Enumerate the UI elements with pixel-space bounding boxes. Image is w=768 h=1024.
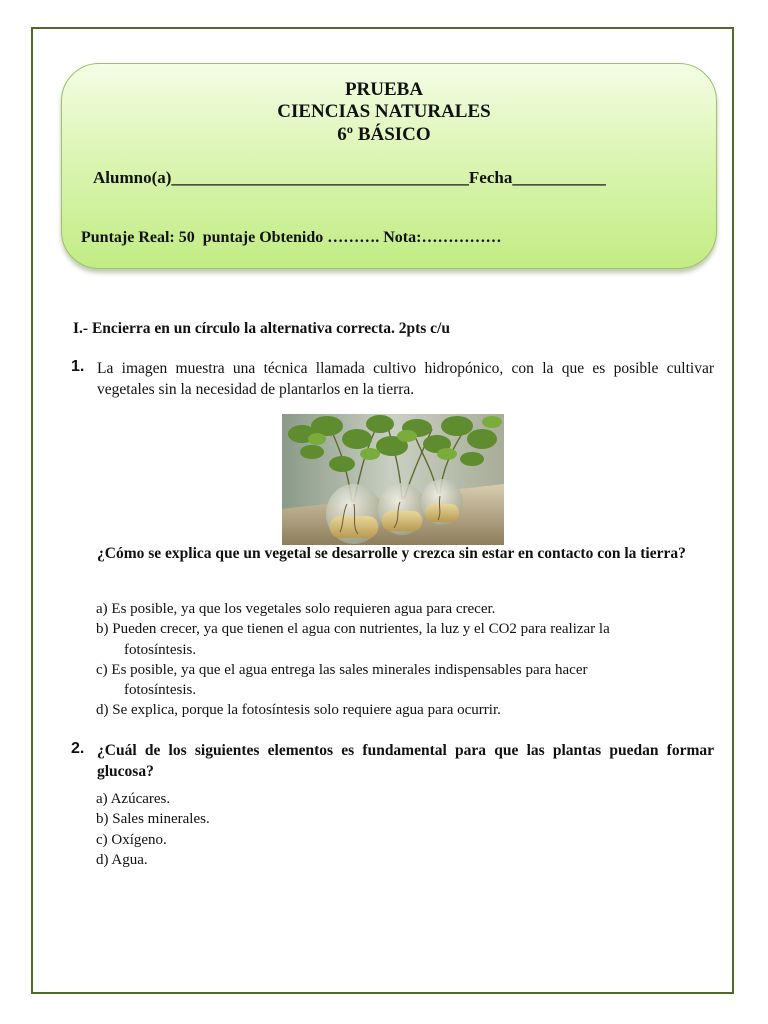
question-2-options	[96, 789, 714, 870]
hydroponic-photo	[282, 414, 504, 545]
option-1a[interactable]	[96, 599, 714, 619]
exam-grade: 6º BÁSICO	[337, 124, 431, 145]
option-2d[interactable]	[96, 850, 714, 870]
section-heading: I.- Encierra en un círculo la alternativa correcta. 2pts c/u	[73, 320, 450, 337]
question-number-2: 2.	[71, 740, 85, 757]
question-1-text: ¿Cómo se explica que un vegetal se desarrolle y crezca sin estar en contacto con la tierra?	[97, 545, 686, 562]
question-1-options	[96, 599, 714, 721]
option-2d-label: d) Agua.	[96, 851, 148, 868]
score-line: Puntaje Real: 50 puntaje Obtenido ………. Nota:……………	[81, 229, 502, 246]
student-date-line: Alumno(a)___________________________________Fecha___________	[93, 168, 606, 187]
exam-subject: CIENCIAS NATURALES	[277, 101, 491, 122]
option-2b[interactable]	[96, 809, 714, 829]
option-2c[interactable]	[96, 830, 714, 850]
exam-title: PRUEBA	[344, 79, 424, 100]
option-1c[interactable]	[96, 660, 714, 701]
option-1d-label: d) Se explica, porque la fotosíntesis solo requiere agua para ocurrir.	[96, 702, 501, 719]
option-2b-label: b) Sales minerales.	[96, 811, 210, 828]
option-1d[interactable]	[96, 700, 714, 720]
option-1c-continuation: fotosíntesis.	[124, 682, 197, 699]
option-2a-label: a) Azúcares.	[96, 791, 171, 807]
question-1-intro: La imagen muestra una técnica llamada cultivo hidropónico, con la que es posible cultivar vegetales sin la necesidad de plantarlos en la tierra.	[97, 360, 714, 398]
question-number-1: 1.	[71, 358, 85, 375]
option-1a-label: a) Es posible, ya que los vegetales solo requieren agua para crecer.	[96, 601, 496, 617]
option-2c-label: c) Oxígeno.	[96, 831, 167, 848]
option-1b[interactable]	[96, 619, 714, 660]
option-1b-label: b) Pueden crecer, ya que tienen el agua con nutrientes, la luz y el CO2 para realizar la	[96, 621, 610, 638]
option-2a[interactable]	[96, 789, 714, 809]
question-2-text: ¿Cuál de los siguientes elementos es fundamental para que las plantas puedan formar glucosa?	[97, 742, 714, 780]
option-1c-label: c) Es posible, ya que el agua entrega las sales minerales indispensables para hacer	[96, 661, 588, 678]
option-1b-continuation: fotosíntesis.	[124, 641, 197, 658]
